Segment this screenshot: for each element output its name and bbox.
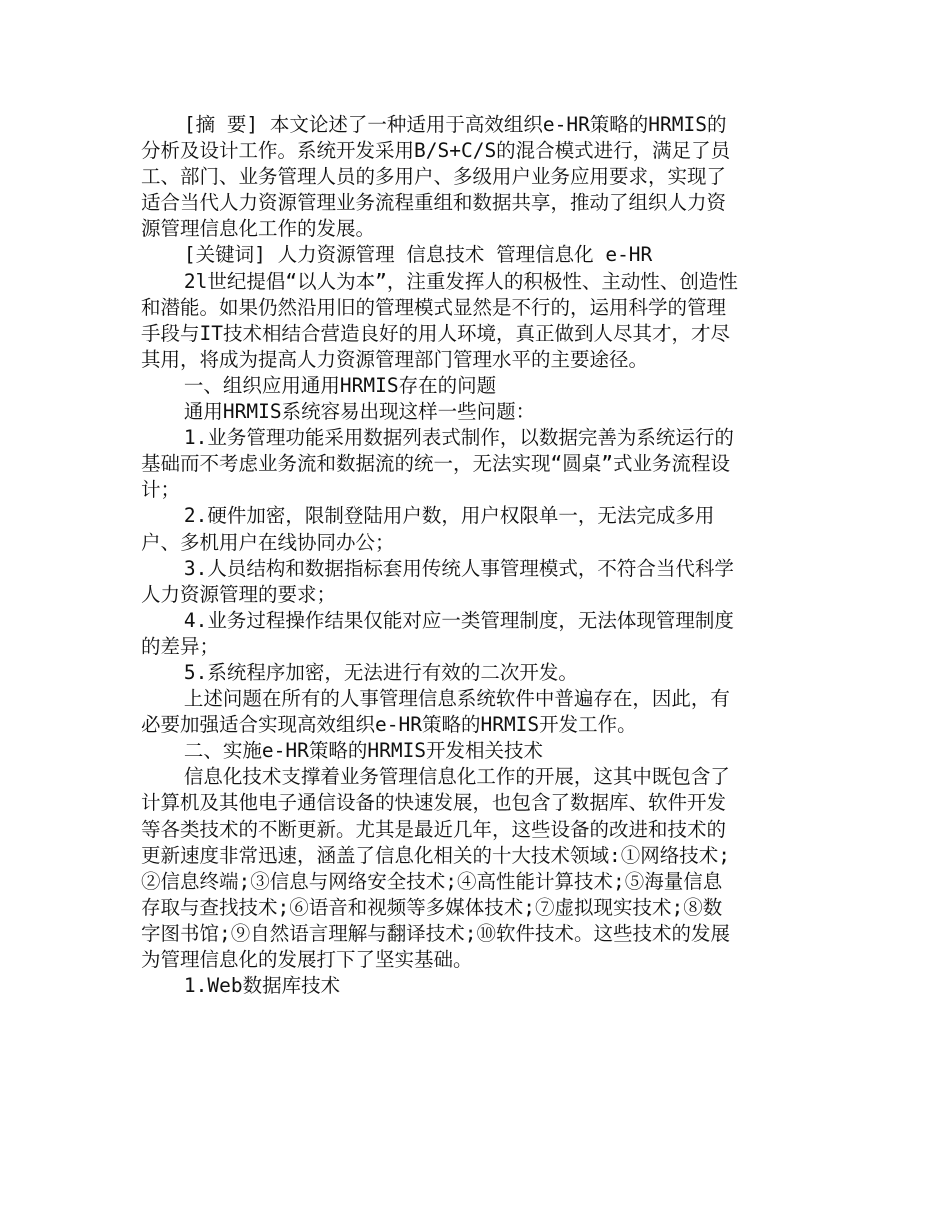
problem-item-4: 4.业务过程操作结果仅能对应一类管理制度，无法体现管理制度的差异；: [141, 608, 734, 658]
section-1-lead: 通用HRMIS系统容易出现这样一些问题：: [183, 400, 536, 424]
document-body: [141, 112, 741, 999]
section-2-heading: 二、实施e-HR策略的HRMIS开发相关技术: [183, 739, 544, 763]
section-1-conclusion: 上述问题在所有的人事管理信息系统软件中普遍存在，因此，有必要加强适合实现高效组织e-HR策略的HRMIS开发工作。: [141, 687, 730, 737]
subsection-1-heading: 1.Web数据库技术: [183, 974, 341, 998]
problem-item-3: 3.人员结构和数据指标套用传统人事管理模式，不符合当代科学人力资源管理的要求；: [141, 556, 734, 606]
section-1-heading: 一、组织应用通用HRMIS存在的问题: [183, 373, 497, 397]
intro-paragraph: 2l世纪提倡“以人为本”，注重发挥人的积极性、主动性、创造性和潜能。如果仍然沿用旧的管理模式显然是不行的，运用科学的管理手段与IT技术相结合营造良好的用人环境，真正做到人尽其才，才尽其用，将成为提高人力资源管理部门管理水平的主要途径。: [141, 269, 738, 371]
problem-item-2: 2.硬件加密，限制登陆用户数，用户权限单一，无法完成多用户、多机用户在线协同办公；: [141, 504, 715, 554]
section-2-body: 信息化技术支撑着业务管理信息化工作的开展，这其中既包含了计算机及其他电子通信设备的快速发展，也包含了数据库、软件开发等各类技术的不断更新。尤其是最近几年，这些设备的改进和技术的更新速度非常迅速，涵盖了信息化相关的十大技术领域:①网络技术;②信息终端;③信息与网络安全技术;④高性能计算技术;⑤海量信息存取与查找技术;⑥语音和视频等多媒体技术;⑦虚拟现实技术;⑧数字图书馆;⑨自然语言理解与翻译技术;⑩软件技术。这些技术的发展为管理信息化的发展打下了坚实基础。: [141, 765, 730, 971]
keywords-paragraph: [关键词] 人力资源管理 信息技术 管理信息化 e-HR: [183, 243, 653, 267]
problem-item-5: 5.系统程序加密，无法进行有效的二次开发。: [183, 660, 578, 684]
abstract-paragraph: [摘 要] 本文论述了一种适用于高效组织e-HR策略的HRMIS的分析及设计工作。系统开发采用B/S+C/S的混合模式进行，满足了员工、部门、业务管理人员的多用户、多级用户业务应用要求，实现了适合当代人力资源管理业务流程重组和数据共享，推动了组织人力资源管理信息化工作的发展。: [141, 113, 731, 241]
problem-item-1: 1.业务管理功能采用数据列表式制作，以数据完善为系统运行的基础而不考虑业务流和数据流的统一，无法实现“圆桌”式业务流程设计；: [141, 426, 734, 502]
